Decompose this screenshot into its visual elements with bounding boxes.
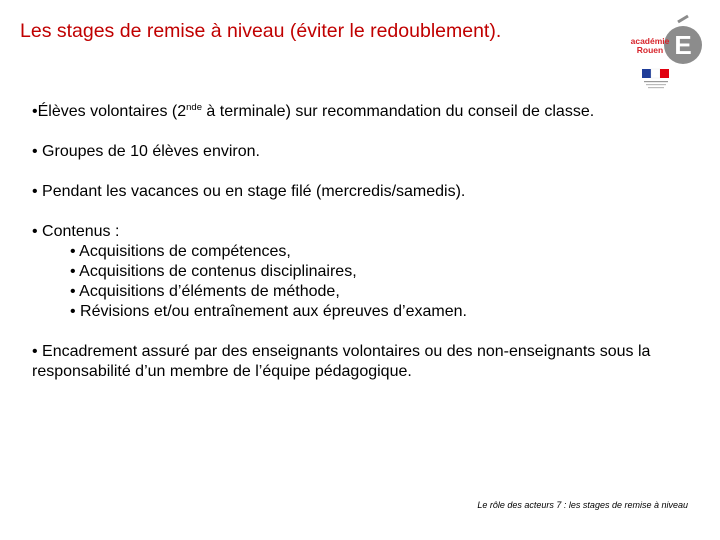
- bullet-eleves-sup: nde: [186, 102, 202, 113]
- contenus-list: [70, 242, 692, 322]
- svg-text:E: E: [674, 30, 692, 60]
- contenus-item: • Acquisitions de contenus disciplinaires,: [70, 263, 357, 280]
- logo-line-2: Rouen: [636, 45, 664, 55]
- bullet-eleves-prefix: •Élèves volontaires (2: [32, 103, 187, 120]
- contenus-item: • Acquisitions de compétences,: [70, 243, 291, 260]
- bullet-encadrement: • Encadrement assuré par des enseignants volontaires ou des non-enseignants sous la responsabilité d’un membre de l’équipe pédagogique.: [32, 343, 651, 380]
- slide-content: [32, 98, 692, 402]
- bullet-vacances: • Pendant les vacances ou en stage filé (mercredis/samedis).: [32, 183, 466, 200]
- contenus-item: • Acquisitions d’éléments de méthode,: [70, 283, 340, 300]
- bullet-contenus: • Contenus :: [32, 223, 120, 240]
- bullet-eleves: [32, 98, 692, 122]
- bullet-eleves-suffix: à terminale) sur recommandation du conseil de classe.: [201, 103, 595, 120]
- logo-e-icon: [664, 16, 702, 64]
- logo-line-1: académie: [630, 36, 670, 46]
- bullet-groupes: • Groupes de 10 élèves environ.: [32, 143, 260, 160]
- slide-title: Les stages de remise à niveau (éviter le redoublement).: [20, 20, 502, 42]
- republique-francaise-logo: [641, 67, 671, 91]
- academie-rouen-logo: [628, 14, 702, 70]
- slide-footer: Le rôle des acteurs 7 : les stages de remise à niveau: [477, 500, 688, 510]
- contenus-item: • Révisions et/ou entraînement aux épreuves d’examen.: [70, 303, 467, 320]
